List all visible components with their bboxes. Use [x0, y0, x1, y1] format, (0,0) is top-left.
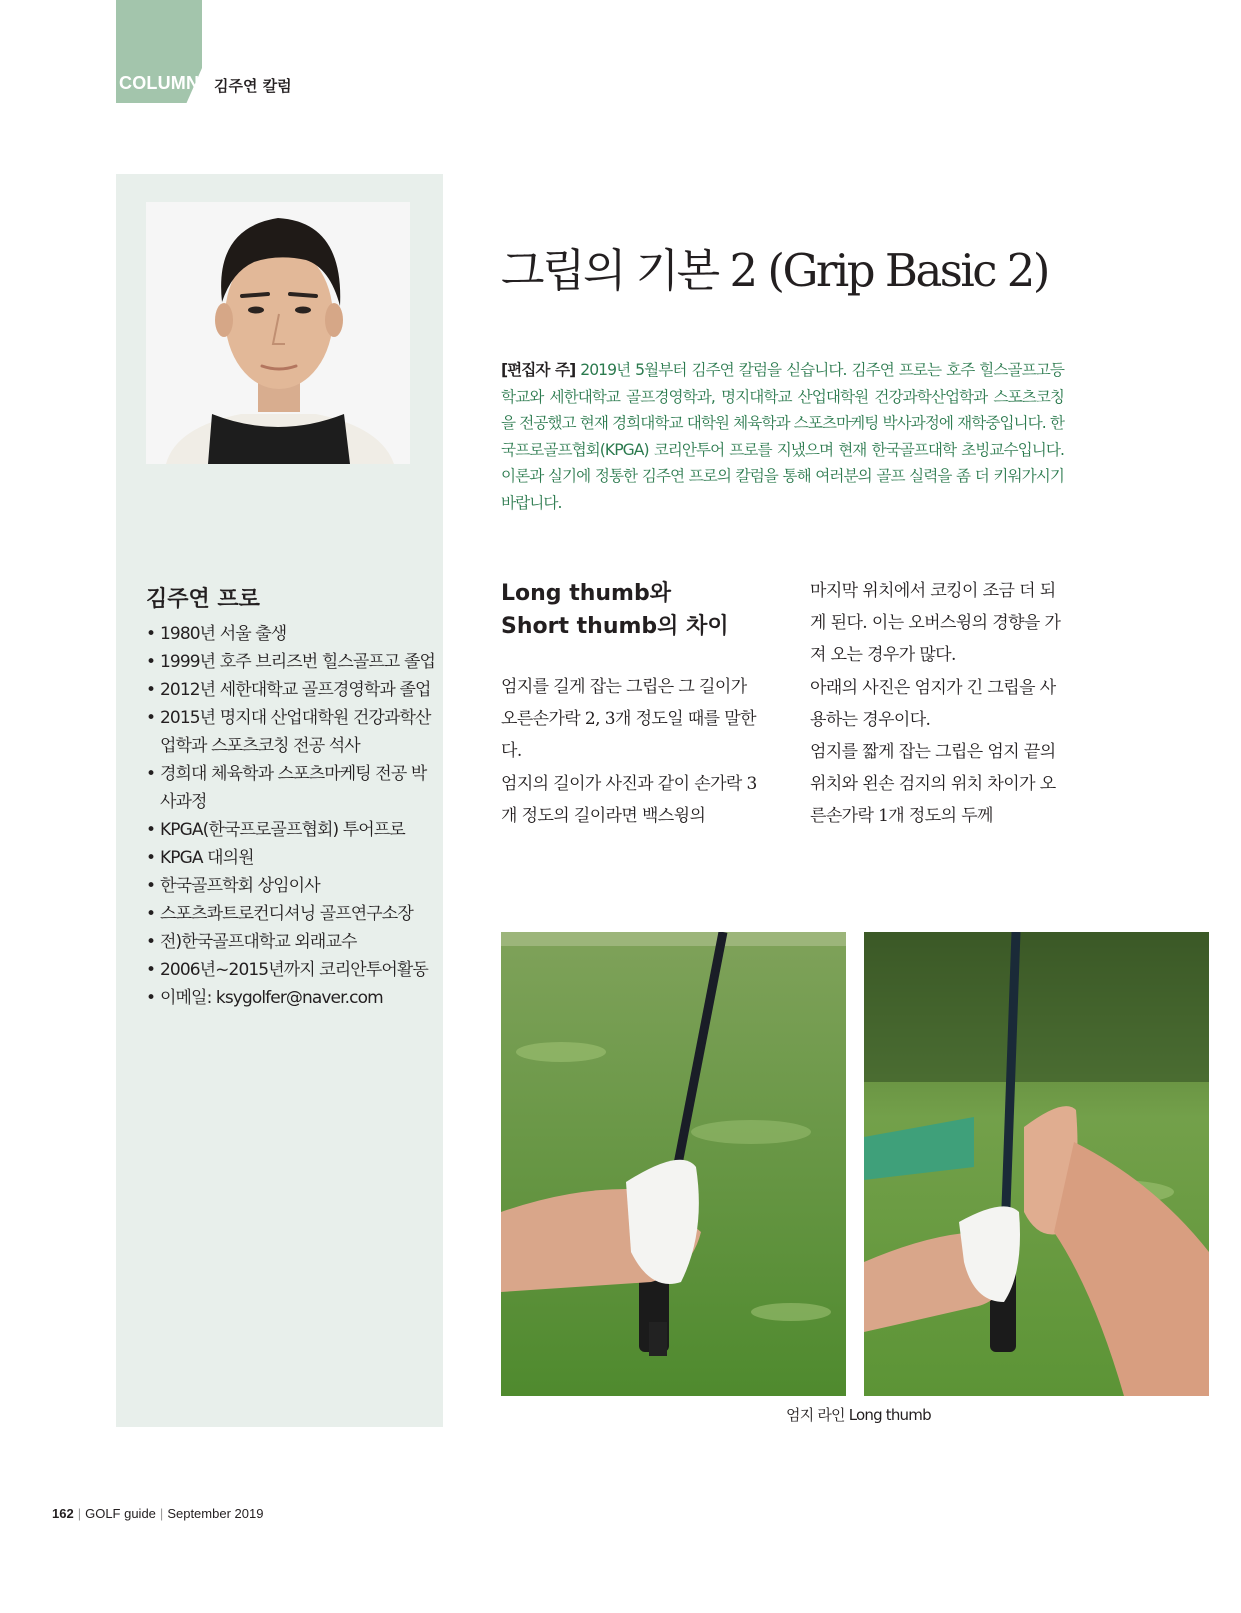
bio-item: • 1999년 호주 브리즈번 힐스골프고 졸업	[146, 648, 436, 676]
body-paragraph: 엄지를 짧게 잡는 그립은 엄지 끝의 위치와 왼손 검지의 위치 차이가 오른손가락 1개 정도의 두께	[810, 742, 1056, 827]
bio-item: • 1980년 서울 출생	[146, 620, 436, 648]
bio-item: • 전)한국골프대학교 외래교수	[146, 928, 436, 956]
editor-note	[501, 357, 1064, 516]
page-number: 162	[52, 1506, 74, 1521]
section-heading	[501, 577, 761, 643]
grip-photo-left	[501, 932, 846, 1396]
issue-date: September 2019	[167, 1506, 264, 1521]
editor-note-tag: [편집자 주]	[501, 361, 576, 379]
editor-note-text: 2019년 5월부터 김주연 칼럼을 싣습니다. 김주연 프로는 호주 힐스골프고등학교와 세한대학교 골프경영학과, 명지대학교 산업대학원 건강과학산업학과 스포츠코칭을 전공했고 현재 경희대학교 대학원 체육학과 스포츠마케팅 박사과정에 재학중입니다. 한국프로골프협회(KPGA) 코리안투어 프로를 지냈으며 현재 한국골프대학 초빙교수입니다. 이론과 실기에 정통한 김주연 프로의 칼럼을 통해 여러분의 골프 실력을 좀 더 키워가시기 바랍니다.	[501, 361, 1064, 512]
bio-item: • 스포츠콰트로컨디셔닝 골프연구소장	[146, 900, 436, 928]
page-footer: 162 | GOLF guide | September 2019	[52, 1506, 264, 1521]
bio-item: • 2015년 명지대 산업대학원 건강과학산업학과 스포츠코칭 전공 석사	[146, 704, 436, 760]
bio-item: • KPGA(한국프로골프협회) 투어프로	[146, 816, 436, 844]
author-bio-list	[146, 620, 436, 1012]
magazine-name: GOLF guide	[85, 1506, 156, 1521]
column-tab-label: COLUMN	[119, 73, 200, 93]
bio-email: • 이메일: ksygolfer@naver.com	[146, 984, 436, 1012]
body-paragraph: 엄지의 길이가 사진과 같이 손가락 3개 정도의 길이라면 백스윙의	[501, 773, 757, 826]
photo-caption: 엄지 라인 Long thumb	[786, 1406, 931, 1424]
grip-photo-right	[864, 932, 1209, 1396]
bio-item: • 2012년 세한대학교 골프경영학과 졸업	[146, 676, 436, 704]
bio-item: • 경희대 체육학과 스포츠마케팅 전공 박사과정	[146, 760, 436, 816]
body-column-left	[501, 671, 757, 832]
body-column-right	[810, 575, 1066, 833]
body-paragraph: 아래의 사진은 엄지가 긴 그립을 사용하는 경우이다.	[810, 677, 1056, 730]
bio-item: • KPGA 대의원	[146, 844, 436, 872]
article-title: 그립의 기본 2 (Grip Basic 2)	[501, 244, 1048, 297]
section-title: 김주연 칼럼	[214, 77, 292, 95]
bio-item: • 한국골프학회 상임이사	[146, 872, 436, 900]
author-portrait	[146, 202, 410, 464]
section-heading-line1: Long thumb와	[501, 581, 671, 606]
body-paragraph: 엄지를 길게 잡는 그립은 그 길이가 오른손가락 2, 3개 정도일 때를 말한다.	[501, 677, 756, 762]
section-heading-line2: Short thumb의 차이	[501, 614, 729, 639]
bio-item: • 2006년~2015년까지 코리안투어활동	[146, 956, 436, 984]
body-paragraph: 마지막 위치에서 코킹이 조금 더 되게 된다. 이는 오버스윙의 경향을 가져 오는 경우가 많다.	[810, 581, 1061, 666]
author-name: 김주연 프로	[146, 587, 260, 612]
